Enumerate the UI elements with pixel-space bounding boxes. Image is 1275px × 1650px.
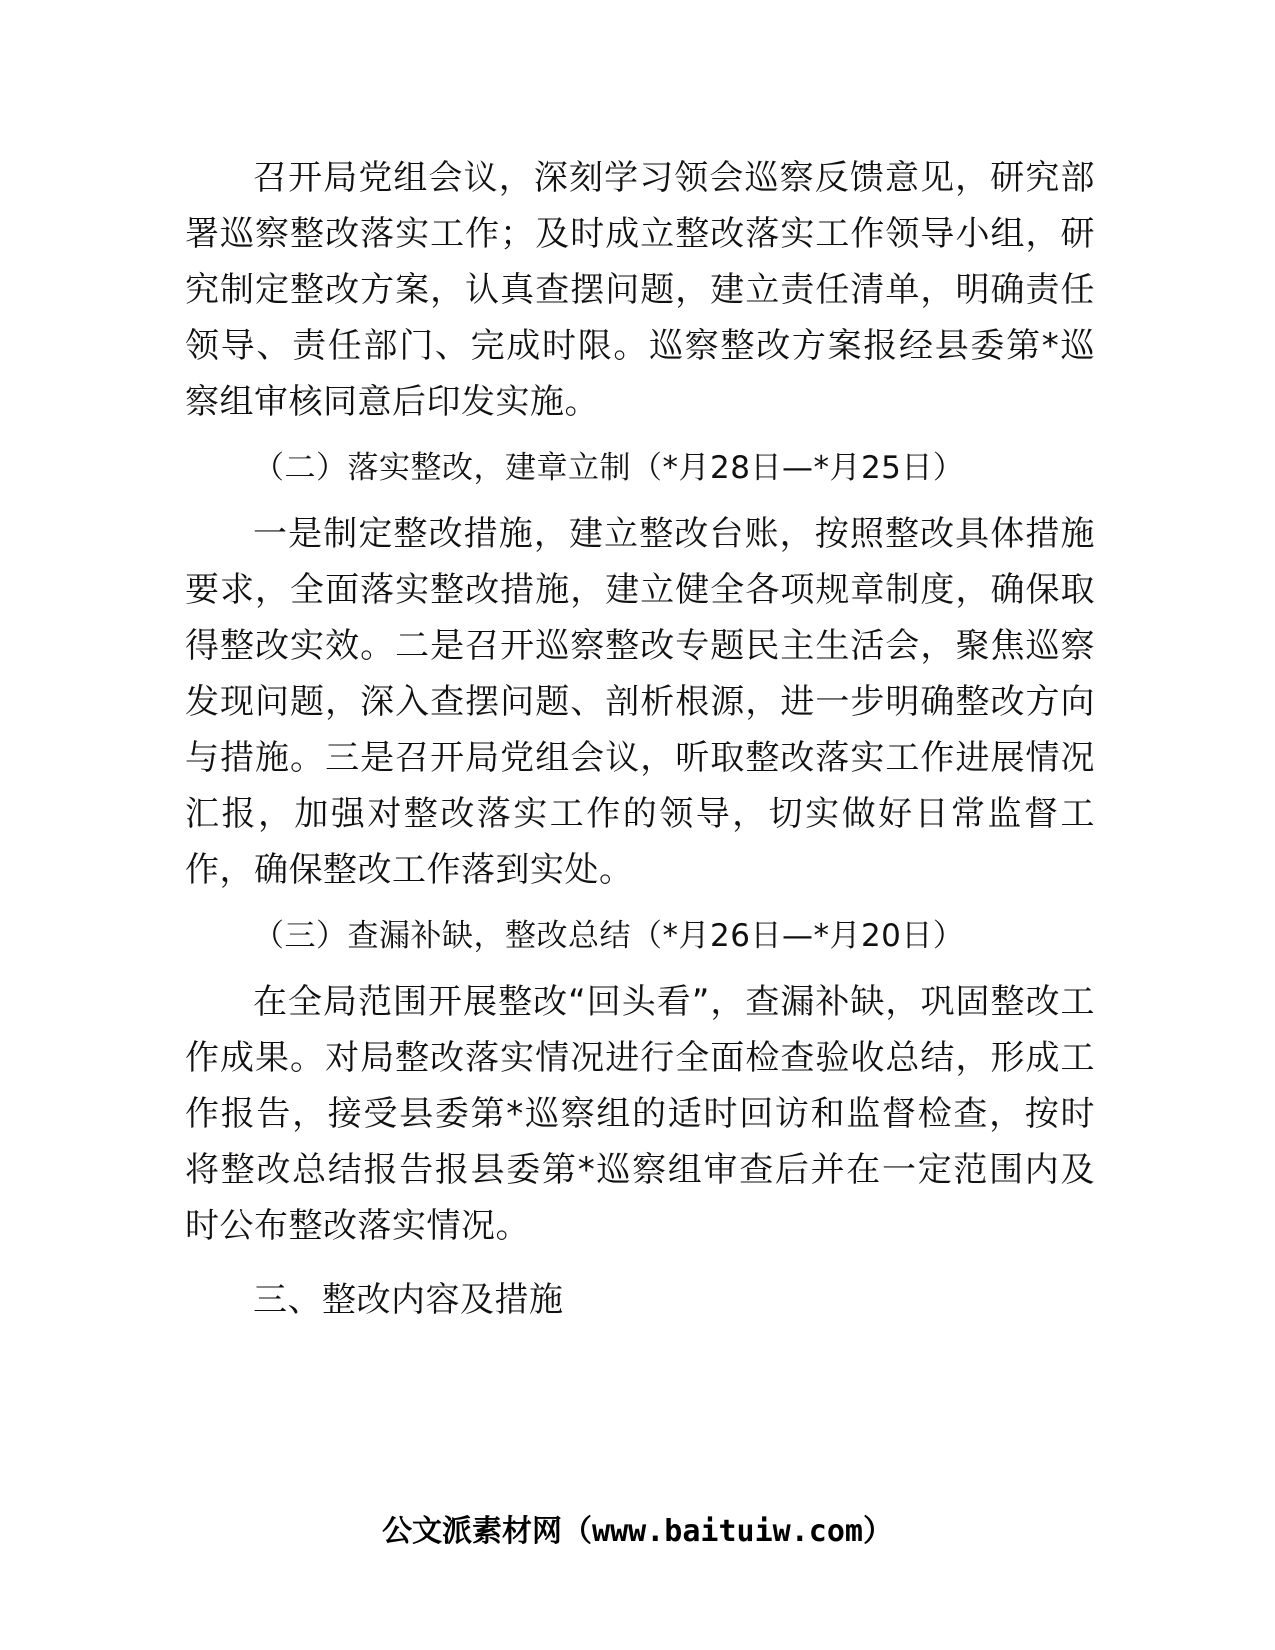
section-heading-summary: （三）查漏补缺，整改总结（*月26日—*月20日） xyxy=(253,918,965,954)
section-heading-content-measures: 三、整改内容及措施 xyxy=(253,1280,564,1320)
paragraph-rectification-measures: 一是制定整改措施，建立整改台账，按照整改具体措施要求，全面落实整改措施，建立健全各项规章制度，确保取得整改实效。二是召开巡察整改专题民主生活会，聚焦巡察发现问题，深入查摆问题、剖析根源，进一步明确整改方向与措施。三是召开局党组会议，听取整改落实工作进展情况汇报，加强对整改落实工作的领导，切实做好日常监督工作，确保整改工作落到实处。 xyxy=(185,514,1095,890)
section-heading-rectification: （二）落实整改，建章立制（*月28日—*月25日） xyxy=(253,450,965,486)
document-body xyxy=(185,150,1095,1328)
footer-site-name: 公文派素材网 xyxy=(382,1514,563,1549)
footer-url: （www.baituiw.com） xyxy=(562,1514,893,1549)
footer-watermark xyxy=(0,1512,1275,1552)
paragraph-meeting-setup: 召开局党组会议，深刻学习领会巡察反馈意见，研究部署巡察整改落实工作；及时成立整改落实工作领导小组，研究制定整改方案，认真查摆问题，建立责任清单，明确责任领导、责任部门、完成时限。巡察整改方案报经县委第*巡察组审核同意后印发实施。 xyxy=(185,158,1095,422)
paragraph-look-back: 在全局范围开展整改“回头看”，查漏补缺，巩固整改工作成果。对局整改落实情况进行全面检查验收总结，形成工作报告，接受县委第*巡察组的适时回访和监督检查，按时将整改总结报告报县委第*巡察组审查后并在一定范围内及时公布整改落实情况。 xyxy=(185,982,1095,1246)
